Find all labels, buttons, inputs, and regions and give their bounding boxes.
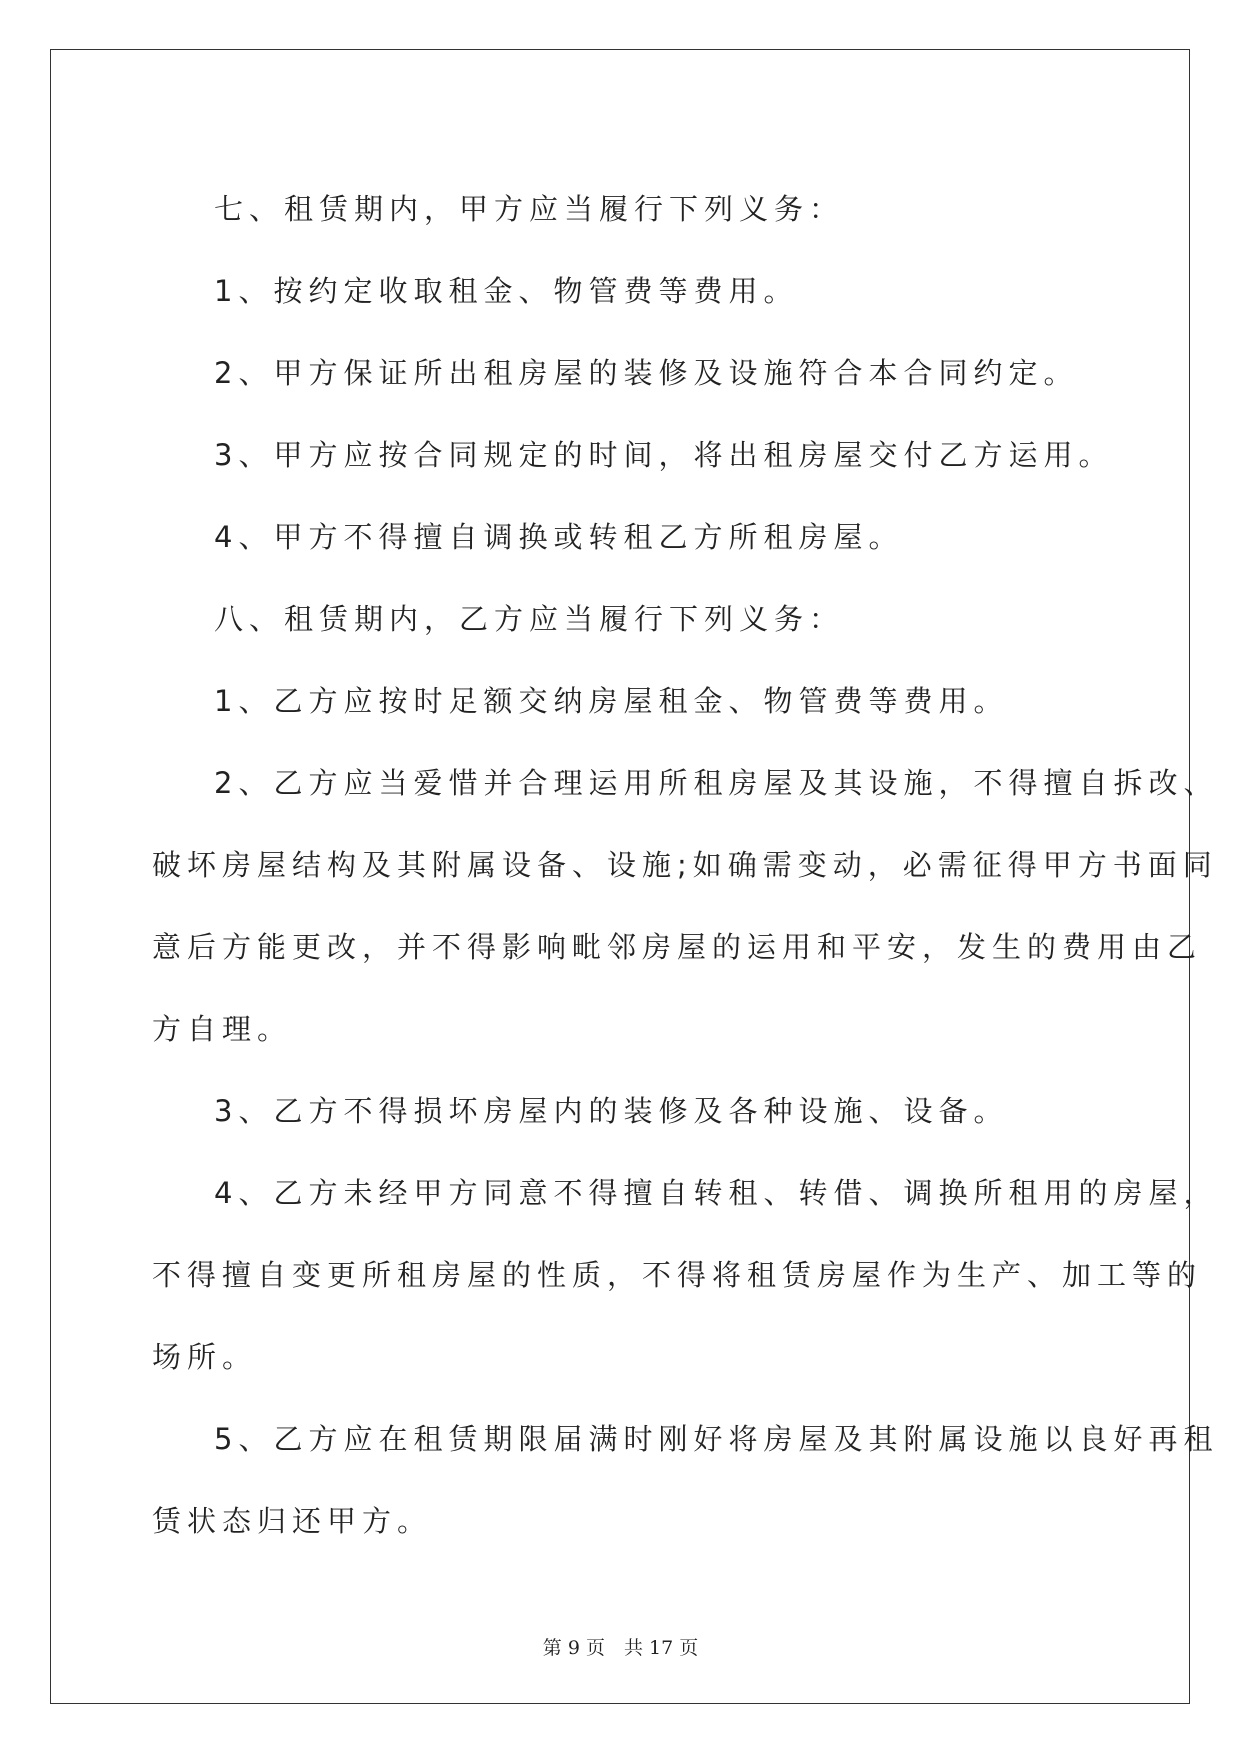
page-number: 第 9 页 共 17 页 [542, 1637, 699, 1659]
text-line: 意后方能更改，并不得影响毗邻房屋的运用和平安，发生的费用由乙 [152, 930, 1203, 964]
text-line: 2、乙方应当爱惜并合理运用所租房屋及其设施，不得擅自拆改、 [214, 766, 1219, 800]
text-line: 不得擅自变更所租房屋的性质，不得将租赁房屋作为生产、加工等的 [152, 1258, 1203, 1292]
text-line: 赁状态归还甲方。 [152, 1504, 433, 1538]
text-line: 5、乙方应在租赁期限届满时刚好将房屋及其附属设施以良好再租 [214, 1422, 1219, 1456]
clause-8-item-2 [152, 742, 1219, 1070]
clause-7-item-1: 1、按约定收取租金、物管费等费用。 [214, 274, 799, 308]
clause-7-item-3: 3、甲方应按合同规定的时间，将出租房屋交付乙方运用。 [214, 438, 1114, 472]
page-footer [0, 1633, 1241, 1660]
clause-7-item-2: 2、甲方保证所出租房屋的装修及设施符合本合同约定。 [214, 356, 1079, 390]
clause-8-item-1: 1、乙方应按时足额交纳房屋租金、物管费等费用。 [214, 684, 1009, 718]
text-line: 破坏房屋结构及其附属设备、设施;如确需变动，必需征得甲方书面同 [152, 848, 1218, 882]
document-body [152, 168, 1219, 1562]
clause-8-heading: 八、租赁期内，乙方应当履行下列义务： [214, 602, 845, 636]
clause-7-heading: 七、租赁期内，甲方应当履行下列义务： [214, 192, 845, 226]
clause-8-item-3: 3、乙方不得损坏房屋内的装修及各种设施、设备。 [214, 1094, 1009, 1128]
text-line: 场所。 [152, 1340, 258, 1374]
text-line: 4、乙方未经甲方同意不得擅自转租、转借、调换所租用的房屋， [214, 1176, 1219, 1210]
text-line: 方自理。 [152, 1012, 293, 1046]
clause-7-item-4: 4、甲方不得擅自调换或转租乙方所租房屋。 [214, 520, 904, 554]
clause-8-item-5 [152, 1398, 1219, 1562]
clause-8-item-4 [152, 1152, 1219, 1398]
